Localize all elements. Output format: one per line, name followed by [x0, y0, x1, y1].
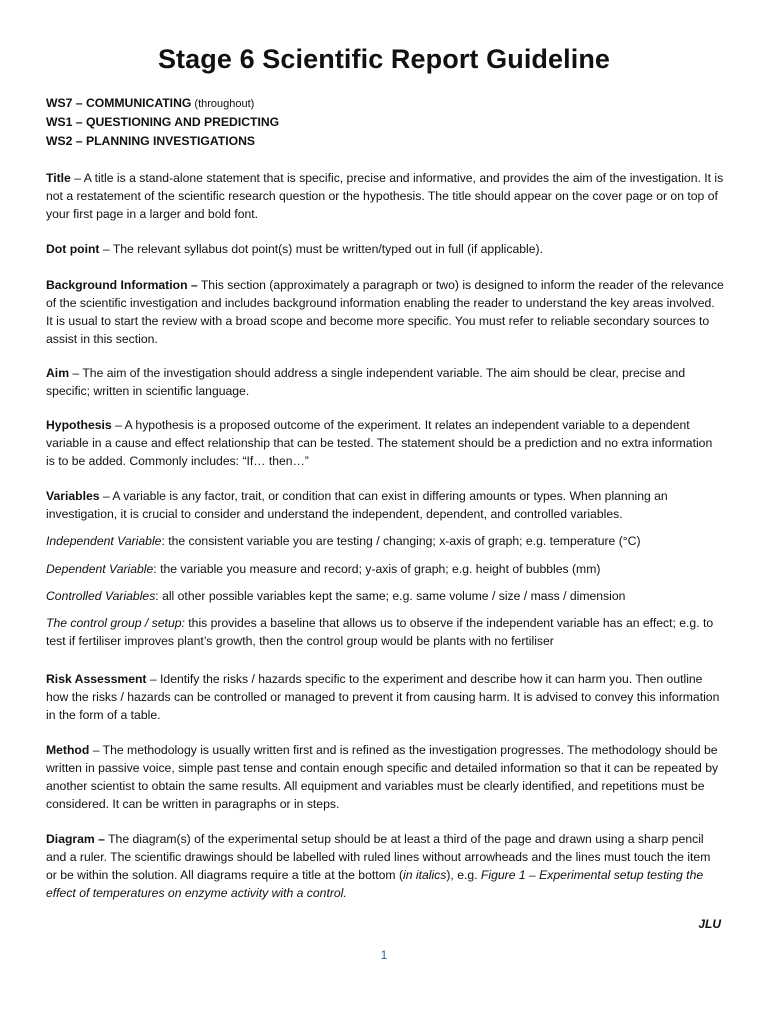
control-group-term: The control group / setup: — [46, 616, 185, 630]
dependent-variable-term: Dependent Variable — [46, 562, 154, 576]
section-dot-point-text: – The relevant syllabus dot point(s) must be written/typed out in full (if applicable). — [99, 242, 543, 256]
heading-ws7-label: WS7 – COMMUNICATING — [46, 96, 192, 110]
controlled-variables — [46, 587, 724, 605]
control-group-text: this provides a baseline that allows us to observe if the independent variable has an effect; e.g. to test if fertiliser improves plant’s growth, then the control group would be plants with no fertiliser — [46, 616, 714, 648]
dependent-variable — [46, 560, 724, 578]
section-aim-term: Aim — [46, 366, 70, 380]
section-method-text: – The methodology is usually written first and is refined as the investigation progresses. The methodology should be written in passive voice, simple past tense and contain enough specific and detailed information so that it can be repeated by another scientist to obtain the same results. All equipment and variables must be clearly identified, and repetitions must be considered. It can be written in paragraphs or in steps. — [46, 743, 719, 811]
heading-ws1 — [46, 115, 279, 129]
section-variables-term: Variables — [46, 489, 100, 503]
section-diagram-text-b: in italics — [403, 868, 447, 882]
section-risk-assessment-term: Risk Assessment — [46, 672, 147, 686]
section-aim — [46, 364, 724, 400]
section-diagram-text-c: ), e.g. — [446, 868, 481, 882]
control-group — [46, 614, 724, 650]
document-title: Stage 6 Scientific Report Guideline — [157, 44, 611, 74]
section-method-term: Method — [46, 743, 90, 757]
section-method — [46, 741, 724, 813]
section-title — [46, 169, 724, 223]
section-background-text: This section (approximately a paragraph or two) is designed to inform the reader of the relevance of the scientific investigation and includes background information enabling the reader to understand the key areas involved. It is usual to start the review with a broad scope and become more specific. You must refer to reliable secondary sources to assist in this section. — [46, 278, 724, 346]
section-hypothesis-term: Hypothesis — [46, 418, 112, 432]
section-risk-assessment-text: – Identify the risks / hazards specific to the experiment and describe how it can harm you. Then outline how the risks / hazards can be controlled or managed to prevent it from causing harm. It is advised to convey this information in the form of a table. — [46, 672, 720, 722]
independent-variable-term: Independent Variable — [46, 534, 162, 548]
section-aim-text: – The aim of the investigation should address a single independent variable. The aim should be clear, precise and specific; written in scientific language. — [46, 366, 686, 398]
controlled-variables-term: Controlled Variables — [46, 589, 156, 603]
dependent-variable-text: : the variable you measure and record; y-axis of graph; e.g. height of bubbles (mm) — [153, 562, 601, 576]
heading-ws2 — [46, 134, 255, 148]
section-background-term: Background Information – — [46, 278, 198, 292]
section-variables — [46, 487, 724, 523]
section-dot-point — [46, 240, 724, 258]
section-title-text: – A title is a stand-alone statement that is specific, precise and informative, and provides the aim of the investigation. It is not a restatement of the scientific research question or the hypothesis. The title should appear on the cover page or on top of your first page in a larger and bold font. — [46, 171, 724, 221]
controlled-variables-text: : all other possible variables kept the same; e.g. same volume / size / mass / dimension — [155, 589, 626, 603]
independent-variable-text: : the consistent variable you are testing / changing; x-axis of graph; e.g. temperature (°C) — [161, 534, 641, 548]
heading-ws7 — [46, 96, 254, 110]
section-hypothesis-text: – A hypothesis is a proposed outcome of the experiment. It relates an independent variable to a dependent variable in a cause and effect relationship that can be tested. The statement should be a prediction and no extra information is to be added. Commonly includes: “If… then…” — [46, 418, 713, 468]
section-risk-assessment — [46, 670, 724, 724]
section-hypothesis — [46, 416, 724, 470]
section-diagram-term: Diagram – — [46, 832, 105, 846]
heading-ws2-label: WS2 – PLANNING INVESTIGATIONS — [46, 134, 256, 148]
section-diagram — [46, 830, 724, 902]
section-dot-point-term: Dot point — [46, 242, 100, 256]
section-diagram-figure-caption: Figure 1 – Experimental setup testing the effect of temperatures on enzyme activity with a control. — [46, 868, 704, 900]
section-title-term: Title — [46, 171, 71, 185]
section-background — [46, 276, 724, 348]
author-initials: JLU — [698, 917, 721, 931]
heading-ws7-note: (throughout) — [191, 98, 255, 110]
heading-ws1-label: WS1 – QUESTIONING AND PREDICTING — [46, 115, 280, 129]
independent-variable — [46, 532, 724, 550]
section-variables-text: – A variable is any factor, trait, or condition that can exist in differing amounts or types. When planning an investigation, it is crucial to consider and understand the independent, dependent, and controlled variables. — [46, 489, 668, 521]
page-number: 1 — [380, 948, 388, 962]
section-diagram-text-a: The diagram(s) of the experimental setup should be at least a third of the page and drawn using a sharp pencil and a ruler. The scientific drawings should be labelled with ruled lines without arrowheads and the lines must touch the item or be within the solution. All diagrams require a title at the bottom ( — [46, 832, 711, 882]
